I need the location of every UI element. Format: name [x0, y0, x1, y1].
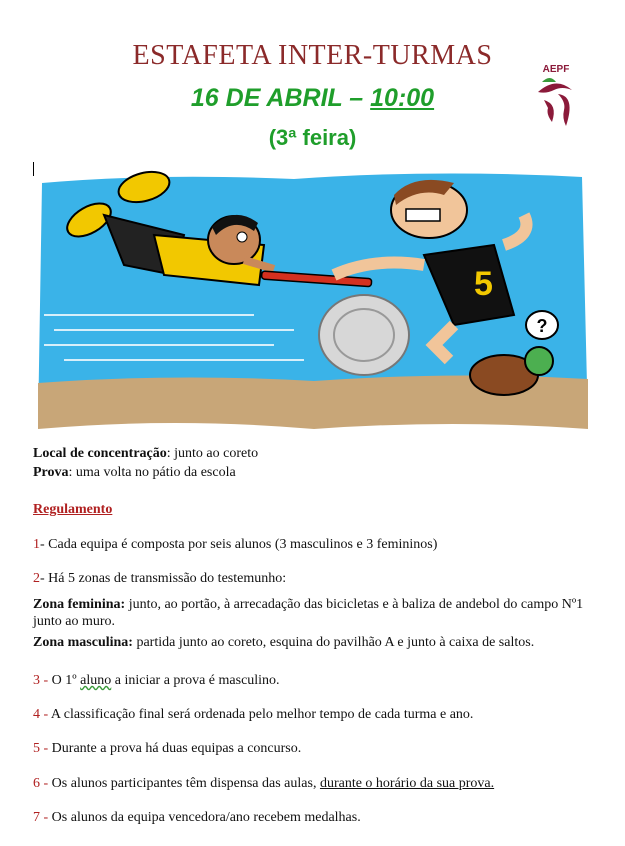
date-text: 16 DE ABRIL –	[190, 84, 371, 112]
event-time: 10:00	[370, 84, 435, 112]
rule-text: - Cada equipa é composta por seis alunos (3 masculinos e 3 femininos)	[40, 537, 438, 552]
page-title: ESTAFETA INTER-TURMAS	[132, 40, 493, 71]
location-label: Local de concentração	[33, 446, 167, 461]
rule-text-post: a iniciar a prova é masculino.	[111, 673, 280, 688]
zone-male-label: Zona masculina:	[33, 635, 133, 650]
location-line	[33, 445, 258, 462]
race-value: : uma volta no pátio da escola	[68, 465, 236, 480]
zone-female-text: junto, ao portão, à arrecadação das bicicletas e à baliza de andebol do campo Nº1 junto ao muro.	[33, 597, 584, 629]
relay-illustration	[34, 165, 590, 435]
rule-2	[33, 570, 286, 587]
aepf-logo	[532, 60, 580, 130]
rule-number: 5 -	[33, 741, 49, 756]
logo-text: AEPF	[542, 64, 570, 75]
question-mark: ?	[536, 316, 548, 336]
location-value: : junto ao coreto	[166, 446, 259, 461]
rule-text: A classificação final será ordenada pelo melhor tempo de cada turma e ano.	[48, 707, 474, 722]
rule-text: Durante a prova há duas equipas a concurso.	[48, 741, 302, 756]
rule-7	[33, 809, 361, 826]
rule-text-word: aluno	[80, 673, 112, 688]
rule-5	[33, 740, 301, 757]
race-line	[33, 464, 236, 481]
rule-number: 4 -	[33, 707, 49, 722]
zone-female-label: Zona feminina:	[33, 597, 126, 612]
zone-male-text: partida junto ao coreto, esquina do pavilhão A e junto à caixa de saltos.	[132, 635, 535, 650]
zone-male	[33, 634, 593, 651]
rule-number: 6 -	[33, 776, 49, 791]
rule-text-pre: O 1º	[48, 673, 81, 688]
rules-title: Regulamento	[33, 502, 113, 517]
rule-text: - Há 5 zonas de transmissão do testemunho:	[40, 571, 287, 586]
runner-number: 5	[474, 265, 493, 303]
rule-number: 2	[33, 571, 40, 586]
rule-text: Os alunos participantes têm dispensa das aulas,	[48, 776, 320, 791]
rule-3	[33, 672, 280, 689]
rule-text-underlined: durante o horário da sua prova.	[319, 776, 495, 791]
event-weekday: (3ª feira)	[268, 125, 357, 150]
rule-4	[33, 706, 473, 723]
rule-number: 3 -	[33, 673, 49, 688]
race-label: Prova	[33, 465, 69, 480]
rule-6	[33, 775, 494, 792]
zone-female	[33, 596, 593, 630]
rule-text: Os alunos da equipa vencedora/ano recebem medalhas.	[48, 810, 361, 825]
rule-1	[33, 536, 437, 553]
rule-number: 7 -	[33, 810, 49, 825]
rule-number: 1	[33, 537, 40, 552]
